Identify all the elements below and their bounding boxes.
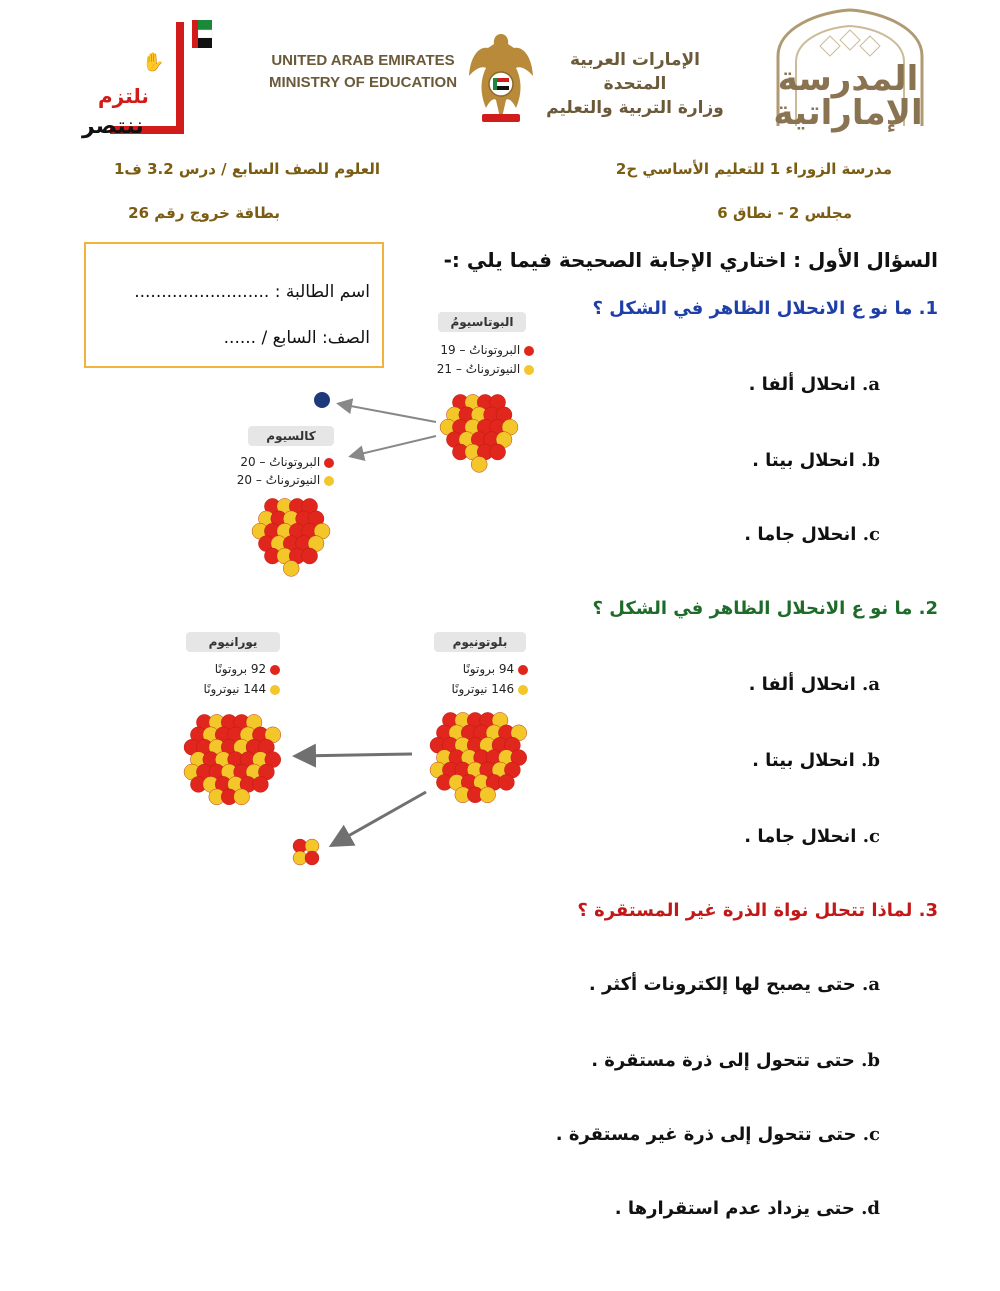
school-logo-line2: الإماراتية — [773, 93, 923, 133]
uranium-nucleus — [184, 714, 281, 804]
option-text: حتى يصبح لها إلكترونات أكثر . — [588, 974, 856, 995]
option-letter: c. — [862, 1124, 880, 1145]
electron-particle — [314, 392, 330, 408]
nucleon — [490, 444, 506, 460]
nucleon — [252, 776, 268, 792]
nucleon — [480, 787, 496, 803]
nucleon — [471, 456, 487, 472]
option-text: انحلال بيتا . — [752, 750, 855, 771]
option-text: انحلال جاما . — [744, 826, 857, 847]
q2-option-c[interactable] — [744, 826, 880, 847]
option-letter: a. — [862, 374, 880, 395]
figure1-diagram — [240, 380, 540, 580]
option-letter: a. — [862, 974, 880, 995]
option-letter: b. — [861, 450, 880, 471]
plutonium-label: بلوتونيوم — [434, 632, 526, 652]
slogan-line2: ننتصر — [82, 114, 144, 139]
svg-text:✋: ✋ — [142, 52, 165, 73]
potassium-label: البوتاسيومُ — [438, 312, 526, 332]
option-text: حتى تتحول إلى ذرة غير مستقرة . — [555, 1124, 857, 1145]
ministry-ar-line1: الإمارات العربية المتحدة — [569, 50, 701, 94]
option-text: انحلال ألفا . — [748, 374, 856, 395]
school-logo-line1: المدرسة — [777, 59, 919, 99]
question-2: 2. ما نو ع الانحلال الظاهر في الشكل ؟ — [592, 598, 938, 619]
nucleon — [302, 548, 318, 564]
exit-card-number: بطاقة خروج رقم 26 — [128, 204, 280, 222]
question-3: 3. لماذا تتحلل نواة الذرة غير المستقرة ؟ — [577, 900, 938, 921]
nucleon — [498, 774, 514, 790]
uranium-label: يورانيوم — [186, 632, 280, 652]
figure2-diagram — [176, 700, 546, 880]
option-letter: c. — [862, 826, 880, 847]
option-text: حتى يزداد عدم استقرارها . — [614, 1198, 855, 1219]
section-title: السؤال الأول : اختاري الإجابة الصحيحة فيما يلي :- — [443, 248, 938, 272]
plutonium-nucleus — [430, 712, 527, 802]
q3-option-c[interactable] — [556, 1124, 880, 1145]
q3-option-d[interactable] — [615, 1198, 880, 1219]
uranium-protons: 92 بروتونًا — [215, 662, 280, 676]
alpha-particle — [293, 839, 319, 865]
council-area: مجلس 2 - نطاق 6 — [717, 204, 852, 222]
calcium-protons: البروتوناتُ – 20 — [240, 455, 334, 469]
option-text: انحلال جاما . — [744, 524, 857, 545]
option-text: حتى تتحول إلى ذرة مستقرة . — [591, 1050, 855, 1071]
slogan-line1: نلتزم — [98, 84, 149, 108]
plutonium-protons: 94 بروتونًا — [463, 662, 528, 676]
alpha-nucleon — [305, 851, 319, 865]
q1-option-b[interactable] — [752, 450, 880, 471]
option-letter: c. — [862, 524, 880, 545]
calcium-neutrons: النيوتروناتُ – 20 — [237, 473, 334, 487]
option-letter: a. — [862, 674, 880, 695]
option-letter: d. — [861, 1198, 880, 1219]
school-name: مدرسة الزوراء 1 للتعليم الأساسي ح2 — [615, 160, 892, 178]
q1-option-c[interactable] — [744, 524, 880, 545]
potassium-neutrons: النيوتروناتُ – 21 — [437, 362, 534, 376]
option-letter: b. — [861, 1050, 880, 1071]
q3-option-a[interactable] — [589, 974, 880, 995]
ministry-en-line1: UNITED ARAB EMIRATES — [271, 52, 455, 69]
q2-option-a[interactable] — [749, 674, 880, 695]
ministry-name-ar — [540, 48, 730, 120]
ministry-ar-line2: وزارة التربية والتعليم — [546, 98, 724, 118]
calcium-label: كالسيوم — [248, 426, 334, 446]
q3-option-b[interactable] — [591, 1050, 880, 1071]
question-1: 1. ما نو ع الانحلال الظاهر في الشكل ؟ — [592, 298, 938, 319]
student-info-box — [84, 242, 384, 368]
uranium-neutrons: 144 نيوترونًا — [204, 682, 280, 696]
ministry-name-en — [268, 50, 458, 94]
q1-option-a[interactable] — [749, 374, 880, 395]
nucleon — [234, 789, 250, 805]
plutonium-neutrons: 146 نيوترونًا — [452, 682, 528, 696]
option-letter: b. — [861, 750, 880, 771]
student-name-field[interactable]: اسم الطالبة : ......................... — [134, 282, 370, 302]
student-class-field[interactable]: الصف: السابع / ...... — [223, 328, 370, 348]
option-text: انحلال بيتا . — [752, 450, 855, 471]
subject-lesson: العلوم للصف السابع / درس 3.2 ف1 — [113, 160, 380, 178]
q2-option-b[interactable] — [752, 750, 880, 771]
option-text: انحلال ألفا . — [748, 674, 856, 695]
ministry-en-line2: MINISTRY OF EDUCATION — [268, 74, 458, 91]
potassium-nucleus — [440, 394, 518, 472]
uae-emblem-icon — [466, 28, 536, 128]
school-logo-text — [758, 59, 938, 133]
potassium-protons: البروتوناتُ – 19 — [440, 343, 534, 357]
nucleon — [283, 560, 299, 576]
calcium-nucleus — [252, 498, 330, 576]
